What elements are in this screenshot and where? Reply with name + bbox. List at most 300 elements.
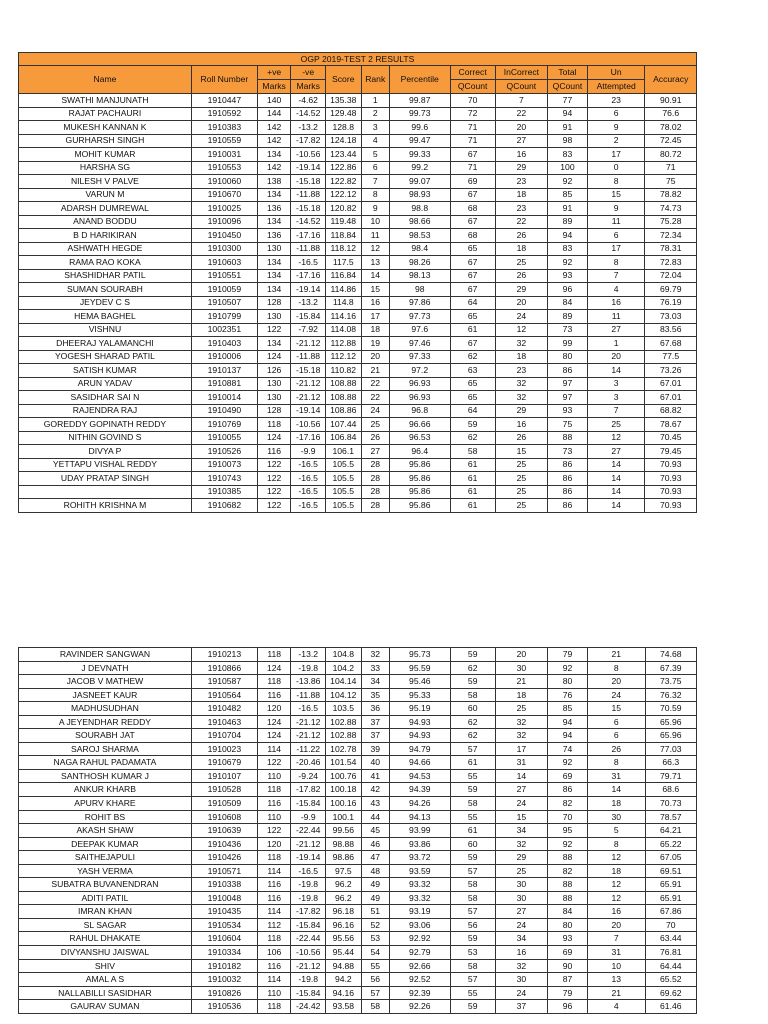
total-count-cell: 79 xyxy=(548,648,588,662)
score-cell: 94.16 xyxy=(326,986,362,1000)
incorrect-count-cell: 22 xyxy=(495,215,547,229)
results-body-page-2 xyxy=(19,648,697,1014)
accuracy-cell: 70.93 xyxy=(645,472,697,486)
rank-cell: 51 xyxy=(361,905,389,919)
negative-marks-cell: -22.44 xyxy=(291,932,326,946)
name-cell: DIVYA P xyxy=(19,445,192,459)
total-count-cell: 79 xyxy=(548,986,588,1000)
unattempted-cell: 7 xyxy=(587,269,645,283)
score-cell: 106.84 xyxy=(325,431,361,445)
negative-marks-cell: -16.5 xyxy=(291,864,326,878)
score-cell: 122.86 xyxy=(325,161,361,175)
incorrect-count-cell: 16 xyxy=(495,946,547,960)
roll-number-cell: 1910014 xyxy=(191,391,257,405)
correct-count-cell: 64 xyxy=(450,404,495,418)
unattempted-cell: 31 xyxy=(587,769,645,783)
rank-cell: 15 xyxy=(361,283,389,297)
negative-marks-cell: -9.9 xyxy=(291,445,326,459)
unattempted-cell: 12 xyxy=(587,431,645,445)
incorrect-count-cell: 32 xyxy=(495,337,547,351)
name-cell: A JEYENDHAR REDDY xyxy=(19,715,192,729)
table-row xyxy=(19,188,697,202)
header-rank: Rank xyxy=(361,66,389,94)
name-cell: YOGESH SHARAD PATIL xyxy=(19,350,192,364)
total-count-cell: 80 xyxy=(548,350,588,364)
positive-marks-cell: 134 xyxy=(257,337,291,351)
positive-marks-cell: 114 xyxy=(257,973,291,987)
incorrect-count-cell: 25 xyxy=(495,864,547,878)
correct-count-cell: 62 xyxy=(450,350,495,364)
rank-cell: 52 xyxy=(361,918,389,932)
accuracy-cell: 69.62 xyxy=(645,986,696,1000)
negative-marks-cell: -17.82 xyxy=(291,905,326,919)
rank-cell: 19 xyxy=(361,337,389,351)
rank-cell: 22 xyxy=(361,391,389,405)
positive-marks-cell: 134 xyxy=(257,283,291,297)
accuracy-cell: 68.82 xyxy=(645,404,697,418)
positive-marks-cell: 118 xyxy=(257,418,291,432)
total-count-cell: 85 xyxy=(548,188,588,202)
rank-cell: 37 xyxy=(361,715,389,729)
roll-number-cell: 1910137 xyxy=(191,364,257,378)
accuracy-cell: 83.56 xyxy=(645,323,697,337)
score-cell: 94.2 xyxy=(326,973,362,987)
positive-marks-cell: 120 xyxy=(257,837,291,851)
negative-marks-cell: -13.86 xyxy=(291,675,326,689)
unattempted-cell: 16 xyxy=(587,905,645,919)
accuracy-cell: 69.51 xyxy=(645,864,696,878)
positive-marks-cell: 118 xyxy=(257,675,291,689)
score-cell: 114.86 xyxy=(325,283,361,297)
roll-number-cell: 1910826 xyxy=(191,986,257,1000)
correct-count-cell: 58 xyxy=(450,445,495,459)
percentile-cell: 95.46 xyxy=(389,675,450,689)
unattempted-cell: 15 xyxy=(587,702,645,716)
positive-marks-cell: 114 xyxy=(257,905,291,919)
rank-cell: 27 xyxy=(361,445,389,459)
name-cell: YETTAPU VISHAL REDDY xyxy=(19,458,192,472)
rank-cell: 28 xyxy=(361,485,389,499)
unattempted-cell: 20 xyxy=(587,350,645,364)
roll-number-cell: 1910507 xyxy=(191,296,257,310)
negative-marks-cell: -11.88 xyxy=(291,350,326,364)
incorrect-count-cell: 32 xyxy=(495,729,547,743)
incorrect-count-cell: 16 xyxy=(495,418,547,432)
rank-cell: 39 xyxy=(361,742,389,756)
rank-cell: 22 xyxy=(361,377,389,391)
name-cell: ROHIT BS xyxy=(19,810,192,824)
unattempted-cell: 3 xyxy=(587,391,645,405)
score-cell: 116.84 xyxy=(325,269,361,283)
incorrect-count-cell: 7 xyxy=(495,94,547,108)
percentile-cell: 92.52 xyxy=(389,973,450,987)
score-cell: 118.12 xyxy=(325,242,361,256)
negative-marks-cell: -16.5 xyxy=(291,702,326,716)
roll-number-cell: 1910528 xyxy=(191,783,257,797)
incorrect-count-cell: 32 xyxy=(495,377,547,391)
table-title: OGP 2019-TEST 2 RESULTS xyxy=(19,53,697,66)
table-row xyxy=(19,175,697,189)
percentile-cell: 98 xyxy=(389,283,450,297)
unattempted-cell: 10 xyxy=(587,959,645,973)
incorrect-count-cell: 16 xyxy=(495,148,547,162)
unattempted-cell: 8 xyxy=(587,837,645,851)
total-count-cell: 77 xyxy=(548,94,588,108)
name-cell: ROHITH KRISHNA M xyxy=(19,499,192,513)
total-count-cell: 76 xyxy=(548,688,588,702)
total-count-cell: 80 xyxy=(548,918,588,932)
score-cell: 107.44 xyxy=(325,418,361,432)
correct-count-cell: 63 xyxy=(450,364,495,378)
total-count-cell: 91 xyxy=(548,121,588,135)
positive-marks-cell: 118 xyxy=(257,783,291,797)
table-row xyxy=(19,918,697,932)
accuracy-cell: 71 xyxy=(645,161,697,175)
correct-count-cell: 65 xyxy=(450,310,495,324)
rank-cell: 37 xyxy=(361,729,389,743)
rank-cell: 49 xyxy=(361,891,389,905)
table-row xyxy=(19,229,697,243)
percentile-cell: 94.26 xyxy=(389,797,450,811)
negative-marks-cell: -19.8 xyxy=(291,973,326,987)
table-row xyxy=(19,215,697,229)
header-negative-marks-top: -ve xyxy=(291,66,326,80)
incorrect-count-cell: 18 xyxy=(495,242,547,256)
total-count-cell: 97 xyxy=(548,377,588,391)
table-row xyxy=(19,797,697,811)
name-cell: SAROJ SHARMA xyxy=(19,742,192,756)
table-row xyxy=(19,756,697,770)
positive-marks-cell: 118 xyxy=(257,648,291,662)
percentile-cell: 99.47 xyxy=(389,134,450,148)
rank-cell: 57 xyxy=(361,986,389,1000)
total-count-cell: 98 xyxy=(548,134,588,148)
score-cell: 100.18 xyxy=(326,783,362,797)
total-count-cell: 88 xyxy=(548,891,588,905)
total-count-cell: 80 xyxy=(548,675,588,689)
percentile-cell: 93.06 xyxy=(389,918,450,932)
total-count-cell: 84 xyxy=(548,905,588,919)
rank-cell: 1 xyxy=(361,94,389,108)
roll-number-cell: 1910383 xyxy=(191,121,257,135)
correct-count-cell: 64 xyxy=(450,296,495,310)
roll-number-cell: 1910608 xyxy=(191,810,257,824)
percentile-cell: 95.73 xyxy=(389,648,450,662)
unattempted-cell: 3 xyxy=(587,377,645,391)
rank-cell: 28 xyxy=(361,472,389,486)
score-cell: 96.18 xyxy=(326,905,362,919)
incorrect-count-cell: 12 xyxy=(495,323,547,337)
name-cell: RAVINDER SANGWAN xyxy=(19,648,192,662)
correct-count-cell: 59 xyxy=(450,1000,495,1014)
accuracy-cell: 72.04 xyxy=(645,269,697,283)
table-row xyxy=(19,283,697,297)
percentile-cell: 95.59 xyxy=(389,661,450,675)
accuracy-cell: 78.02 xyxy=(645,121,697,135)
name-cell: YASH VERMA xyxy=(19,864,192,878)
score-cell: 122.12 xyxy=(325,188,361,202)
negative-marks-cell: -14.52 xyxy=(291,215,326,229)
rank-cell: 40 xyxy=(361,756,389,770)
score-cell: 94.88 xyxy=(326,959,362,973)
rank-cell: 25 xyxy=(361,418,389,432)
accuracy-cell: 67.01 xyxy=(645,391,697,405)
total-count-cell: 93 xyxy=(548,269,588,283)
percentile-cell: 99.87 xyxy=(389,94,450,108)
correct-count-cell: 59 xyxy=(450,648,495,662)
negative-marks-cell: -21.12 xyxy=(291,337,326,351)
percentile-cell: 99.6 xyxy=(389,121,450,135)
percentile-cell: 93.86 xyxy=(389,837,450,851)
roll-number-cell: 1910604 xyxy=(191,932,257,946)
roll-number-cell: 1910571 xyxy=(191,864,257,878)
table-row xyxy=(19,364,697,378)
incorrect-count-cell: 25 xyxy=(495,485,547,499)
name-cell: DIVYANSHU JAISWAL xyxy=(19,946,192,960)
name-cell: UDAY PRATAP SINGH xyxy=(19,472,192,486)
negative-marks-cell: -20.46 xyxy=(291,756,326,770)
incorrect-count-cell: 23 xyxy=(495,175,547,189)
table-row xyxy=(19,445,697,459)
table-row xyxy=(19,431,697,445)
incorrect-count-cell: 18 xyxy=(495,688,547,702)
positive-marks-cell: 136 xyxy=(257,202,291,216)
total-count-cell: 94 xyxy=(548,715,588,729)
incorrect-count-cell: 30 xyxy=(495,973,547,987)
rank-cell: 18 xyxy=(361,323,389,337)
table-row xyxy=(19,323,697,337)
negative-marks-cell: -17.16 xyxy=(291,269,326,283)
percentile-cell: 98.8 xyxy=(389,202,450,216)
table-row xyxy=(19,499,697,513)
unattempted-cell: 17 xyxy=(587,148,645,162)
total-count-cell: 69 xyxy=(548,769,588,783)
roll-number-cell: 1910107 xyxy=(191,769,257,783)
positive-marks-cell: 124 xyxy=(257,431,291,445)
score-cell: 105.5 xyxy=(325,499,361,513)
negative-marks-cell: -19.14 xyxy=(291,161,326,175)
negative-marks-cell: -11.88 xyxy=(291,688,326,702)
results-table-page-2 xyxy=(18,647,697,1014)
correct-count-cell: 61 xyxy=(450,458,495,472)
percentile-cell: 97.6 xyxy=(389,323,450,337)
name-cell: SUBATRA BUVANENDRAN xyxy=(19,878,192,892)
unattempted-cell: 11 xyxy=(587,215,645,229)
roll-number-cell: 1910023 xyxy=(191,742,257,756)
name-cell: SWATHI MANJUNATH xyxy=(19,94,192,108)
positive-marks-cell: 134 xyxy=(257,215,291,229)
percentile-cell: 96.93 xyxy=(389,377,450,391)
negative-marks-cell: -21.12 xyxy=(291,377,326,391)
positive-marks-cell: 134 xyxy=(257,269,291,283)
positive-marks-cell: 128 xyxy=(257,296,291,310)
score-cell: 96.16 xyxy=(326,918,362,932)
roll-number-cell: 1910006 xyxy=(191,350,257,364)
name-cell: JEYDEV C S xyxy=(19,296,192,310)
name-cell: ANAND BODDU xyxy=(19,215,192,229)
score-cell: 102.88 xyxy=(326,715,362,729)
accuracy-cell: 66.3 xyxy=(645,756,696,770)
table-row xyxy=(19,391,697,405)
incorrect-count-cell: 20 xyxy=(495,648,547,662)
negative-marks-cell: -19.8 xyxy=(291,661,326,675)
positive-marks-cell: 116 xyxy=(257,688,291,702)
table-row xyxy=(19,296,697,310)
percentile-cell: 95.86 xyxy=(389,499,450,513)
roll-number-cell: 1910881 xyxy=(191,377,257,391)
negative-marks-cell: -22.44 xyxy=(291,824,326,838)
name-cell: AMAL A S xyxy=(19,973,192,987)
rank-cell: 58 xyxy=(361,1000,389,1014)
percentile-cell: 99.2 xyxy=(389,161,450,175)
correct-count-cell: 60 xyxy=(450,837,495,851)
accuracy-cell: 76.19 xyxy=(645,296,697,310)
rank-cell: 36 xyxy=(361,702,389,716)
correct-count-cell: 67 xyxy=(450,283,495,297)
name-cell: RAMA RAO KOKA xyxy=(19,256,192,270)
rank-cell: 20 xyxy=(361,350,389,364)
negative-marks-cell: -19.14 xyxy=(291,283,326,297)
correct-count-cell: 60 xyxy=(450,702,495,716)
percentile-cell: 94.39 xyxy=(389,783,450,797)
percentile-cell: 96.53 xyxy=(389,431,450,445)
positive-marks-cell: 122 xyxy=(257,323,291,337)
negative-marks-cell: -14.52 xyxy=(291,107,326,121)
accuracy-cell: 76.6 xyxy=(645,107,697,121)
score-cell: 135.38 xyxy=(325,94,361,108)
name-cell: GAURAV SUMAN xyxy=(19,1000,192,1014)
header-unattempted-bottom: Attempted xyxy=(587,80,645,94)
total-count-cell: 96 xyxy=(548,283,588,297)
accuracy-cell: 69.79 xyxy=(645,283,697,297)
negative-marks-cell: -21.12 xyxy=(291,715,326,729)
positive-marks-cell: 142 xyxy=(257,134,291,148)
roll-number-cell: 1910463 xyxy=(191,715,257,729)
unattempted-cell: 4 xyxy=(587,283,645,297)
accuracy-cell: 90.91 xyxy=(645,94,697,108)
incorrect-count-cell: 18 xyxy=(495,350,547,364)
header-score: Score xyxy=(325,66,361,94)
header-correct-top: Correct xyxy=(450,66,495,80)
total-count-cell: 88 xyxy=(548,878,588,892)
unattempted-cell: 2 xyxy=(587,134,645,148)
accuracy-cell: 65.22 xyxy=(645,837,696,851)
roll-number-cell: 1910670 xyxy=(191,188,257,202)
rank-cell: 5 xyxy=(361,148,389,162)
unattempted-cell: 24 xyxy=(587,688,645,702)
score-cell: 102.88 xyxy=(326,729,362,743)
accuracy-cell: 72.45 xyxy=(645,134,697,148)
incorrect-count-cell: 31 xyxy=(495,756,547,770)
total-count-cell: 70 xyxy=(548,810,588,824)
table-row xyxy=(19,905,697,919)
percentile-cell: 96.93 xyxy=(389,391,450,405)
name-cell: DEEPAK KUMAR xyxy=(19,837,192,851)
accuracy-cell: 72.34 xyxy=(645,229,697,243)
score-cell: 103.5 xyxy=(326,702,362,716)
negative-marks-cell: -7.92 xyxy=(291,323,326,337)
incorrect-count-cell: 23 xyxy=(495,202,547,216)
positive-marks-cell: 130 xyxy=(257,377,291,391)
incorrect-count-cell: 34 xyxy=(495,824,547,838)
unattempted-cell: 30 xyxy=(587,810,645,824)
positive-marks-cell: 130 xyxy=(257,391,291,405)
incorrect-count-cell: 22 xyxy=(495,107,547,121)
accuracy-cell: 65.52 xyxy=(645,973,696,987)
name-cell: NILESH V PALVE xyxy=(19,175,192,189)
name-cell: RAJAT PACHAURI xyxy=(19,107,192,121)
total-count-cell: 86 xyxy=(548,499,588,513)
name-cell xyxy=(19,485,192,499)
roll-number-cell: 1910096 xyxy=(191,215,257,229)
incorrect-count-cell: 18 xyxy=(495,188,547,202)
negative-marks-cell: -9.24 xyxy=(291,769,326,783)
rank-cell: 28 xyxy=(361,458,389,472)
unattempted-cell: 5 xyxy=(587,824,645,838)
total-count-cell: 75 xyxy=(548,418,588,432)
negative-marks-cell: -17.82 xyxy=(291,783,326,797)
roll-number-cell: 1910551 xyxy=(191,269,257,283)
name-cell: GURHARSH SINGH xyxy=(19,134,192,148)
percentile-cell: 93.59 xyxy=(389,864,450,878)
rank-cell: 4 xyxy=(361,134,389,148)
unattempted-cell: 12 xyxy=(587,891,645,905)
name-cell: SANTHOSH KUMAR J xyxy=(19,769,192,783)
positive-marks-cell: 134 xyxy=(257,256,291,270)
score-cell: 104.14 xyxy=(326,675,362,689)
total-count-cell: 91 xyxy=(548,202,588,216)
score-cell: 101.54 xyxy=(326,756,362,770)
accuracy-cell: 75 xyxy=(645,175,697,189)
correct-count-cell: 62 xyxy=(450,729,495,743)
name-cell: GOREDDY GOPINATH REDDY xyxy=(19,418,192,432)
positive-marks-cell: 110 xyxy=(257,810,291,824)
roll-number-cell: 1910534 xyxy=(191,918,257,932)
score-cell: 100.16 xyxy=(326,797,362,811)
unattempted-cell: 15 xyxy=(587,188,645,202)
accuracy-cell: 67.68 xyxy=(645,337,697,351)
table-row xyxy=(19,418,697,432)
rank-cell: 55 xyxy=(361,959,389,973)
table-row xyxy=(19,946,697,960)
negative-marks-cell: -21.12 xyxy=(291,959,326,973)
incorrect-count-cell: 25 xyxy=(495,458,547,472)
incorrect-count-cell: 15 xyxy=(495,445,547,459)
rank-cell: 43 xyxy=(361,797,389,811)
accuracy-cell: 67.01 xyxy=(645,377,697,391)
unattempted-cell: 6 xyxy=(587,229,645,243)
table-row xyxy=(19,675,697,689)
incorrect-count-cell: 25 xyxy=(495,702,547,716)
name-cell: MADHUSUDHAN xyxy=(19,702,192,716)
positive-marks-cell: 126 xyxy=(257,364,291,378)
positive-marks-cell: 142 xyxy=(257,161,291,175)
incorrect-count-cell: 32 xyxy=(495,837,547,851)
score-cell: 122.82 xyxy=(325,175,361,189)
roll-number-cell: 1910059 xyxy=(191,283,257,297)
total-count-cell: 84 xyxy=(548,296,588,310)
accuracy-cell: 78.67 xyxy=(645,418,697,432)
score-cell: 105.5 xyxy=(325,472,361,486)
table-row xyxy=(19,810,697,824)
total-count-cell: 73 xyxy=(548,445,588,459)
positive-marks-cell: 120 xyxy=(257,702,291,716)
correct-count-cell: 70 xyxy=(450,94,495,108)
name-cell: IMRAN KHAN xyxy=(19,905,192,919)
table-row xyxy=(19,94,697,108)
roll-number-cell: 1910587 xyxy=(191,675,257,689)
table-row xyxy=(19,851,697,865)
